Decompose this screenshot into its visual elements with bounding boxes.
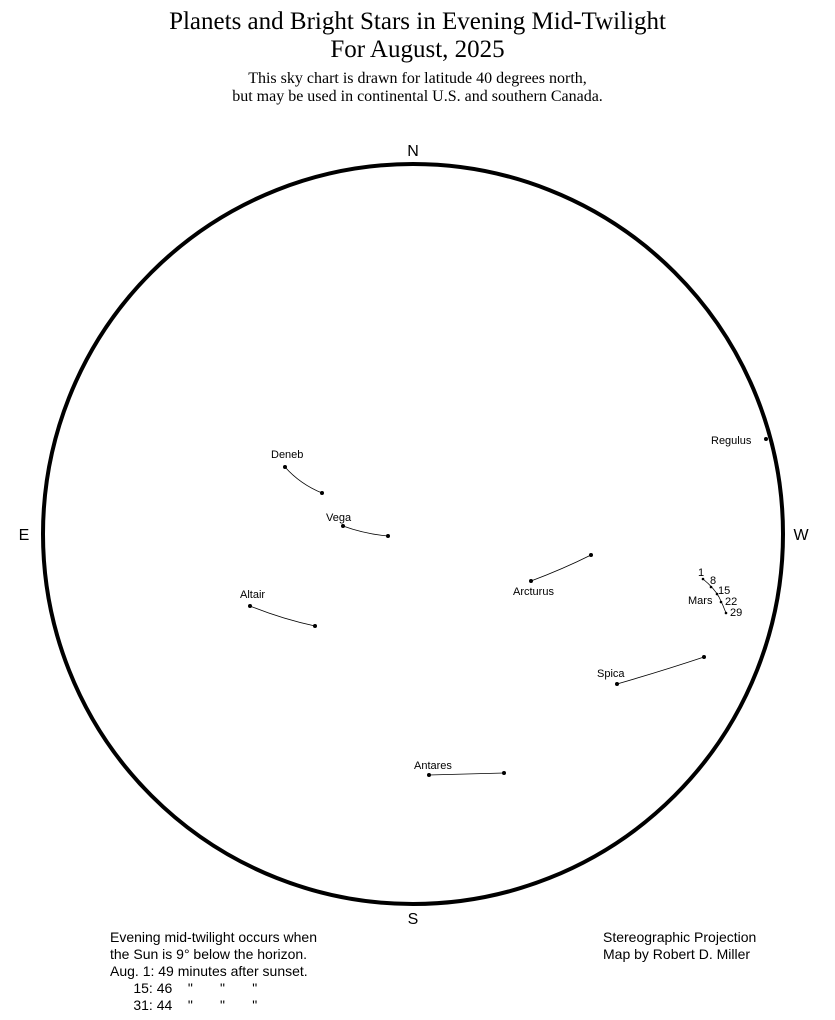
deneb-label: Deneb xyxy=(271,449,304,461)
spica-track xyxy=(617,657,704,684)
west-label: W xyxy=(793,527,809,544)
twilight-note-line: the Sun is 9° below the horizon. xyxy=(110,946,308,962)
projection-line: Stereographic Projection xyxy=(603,929,757,945)
chart-title: Planets and Bright Stars in Evening Mid-Twilight xyxy=(169,8,666,35)
antares-label: Antares xyxy=(414,760,452,772)
credits-note xyxy=(603,929,756,963)
author-line: Map by Robert D. Miller xyxy=(603,946,751,962)
subtitle-line-2: but may be used in continental U.S. and southern Canada. xyxy=(232,88,603,105)
regulus-dot xyxy=(764,437,768,441)
mars-date-15: 15 xyxy=(718,585,731,597)
arcturus-label: Arcturus xyxy=(513,586,554,598)
mars-date-8: 8 xyxy=(710,575,717,587)
arcturus-end-dot xyxy=(589,553,593,557)
east-label: E xyxy=(18,527,30,544)
vega-label: Vega xyxy=(326,512,352,524)
south-label: S xyxy=(407,911,419,928)
deneb-start-dot xyxy=(283,465,287,469)
spica-label: Spica xyxy=(597,668,625,680)
mars-dot-aug-22 xyxy=(720,601,723,604)
deneb-track xyxy=(285,467,322,493)
antares-track xyxy=(429,773,504,775)
twilight-note-line: 31: 44 " " " xyxy=(110,997,258,1013)
altair-start-dot xyxy=(248,604,252,608)
altair-label: Altair xyxy=(240,589,266,601)
altair-end-dot xyxy=(313,624,317,628)
spica-start-dot xyxy=(615,682,619,686)
altair-track xyxy=(250,606,315,626)
mars-date-29: 29 xyxy=(730,607,743,619)
vega-end-dot xyxy=(386,534,390,538)
twilight-note-line: 15: 46 " " " xyxy=(110,980,258,996)
north-label: N xyxy=(407,143,419,160)
deneb-end-dot xyxy=(320,491,324,495)
vega-track xyxy=(343,526,388,536)
arcturus-track xyxy=(531,555,591,581)
spica-end-dot xyxy=(702,655,706,659)
twilight-note xyxy=(110,929,317,1014)
horizon-circle xyxy=(43,164,783,904)
mars-date-1: 1 xyxy=(698,567,705,579)
vega-start-dot xyxy=(341,524,345,528)
mars-label: Mars xyxy=(688,595,713,607)
antares-start-dot xyxy=(427,773,431,777)
regulus-label: Regulus xyxy=(711,435,752,447)
twilight-note-line: Aug. 1: 49 minutes after sunset. xyxy=(110,963,308,979)
mars-dot-aug-29 xyxy=(725,612,728,615)
antares-end-dot xyxy=(502,771,506,775)
subtitle-line-1: This sky chart is drawn for latitude 40 degrees north, xyxy=(248,70,587,87)
twilight-note-line: Evening mid-twilight occurs when xyxy=(110,929,317,945)
mars-date-22: 22 xyxy=(725,596,738,608)
arcturus-start-dot xyxy=(529,579,533,583)
chart-date: For August, 2025 xyxy=(330,36,505,63)
